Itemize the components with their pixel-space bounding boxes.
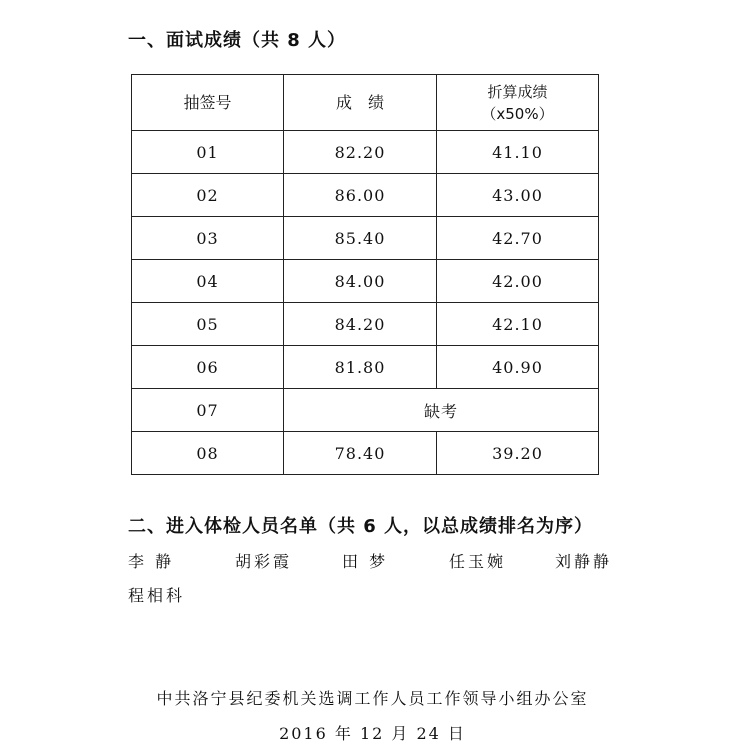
cell-number: 08 — [132, 432, 284, 475]
table-row — [132, 432, 599, 475]
table-row — [132, 217, 599, 260]
table-row — [132, 174, 599, 217]
footer-organization: 中共洛宁县纪委机关选调工作人员工作领导小组办公室 — [156, 689, 589, 708]
header-converted-label: 折算成绩 — [487, 82, 548, 101]
cell-converted: 41.10 — [437, 131, 599, 174]
cell-converted: 42.00 — [437, 260, 599, 303]
candidate-name: 胡彩霞 — [235, 552, 293, 571]
cell-converted: 42.70 — [437, 217, 599, 260]
cell-score: 82.20 — [284, 131, 437, 174]
header-number: 抽签号 — [132, 75, 284, 131]
cell-converted: 40.90 — [437, 346, 599, 389]
table-header-row — [132, 75, 599, 131]
table-row — [132, 346, 599, 389]
cell-converted: 39.20 — [437, 432, 599, 475]
table-row — [132, 389, 599, 432]
cell-number: 04 — [132, 260, 284, 303]
table-row — [132, 260, 599, 303]
scores-table — [131, 74, 599, 475]
cell-score: 81.80 — [284, 346, 437, 389]
cell-number: 06 — [132, 346, 284, 389]
cell-score: 86.00 — [284, 174, 437, 217]
candidate-name: 程相科 — [128, 586, 186, 605]
cell-number: 01 — [132, 131, 284, 174]
cell-converted: 43.00 — [437, 174, 599, 217]
table-row — [132, 303, 599, 346]
candidate-name: 刘静静 — [555, 552, 613, 571]
cell-number: 05 — [132, 303, 284, 346]
header-score: 成 绩 — [284, 75, 437, 131]
header-converted — [437, 75, 599, 131]
candidate-name: 任玉婉 — [449, 552, 507, 571]
table-row — [132, 131, 599, 174]
cell-converted: 42.10 — [437, 303, 599, 346]
cell-score: 84.00 — [284, 260, 437, 303]
header-converted-note: （x50%） — [481, 104, 554, 123]
cell-number: 02 — [132, 174, 284, 217]
candidate-name: 李 静 — [128, 552, 175, 571]
section1-title: 一、面试成绩（共 8 人） — [128, 30, 347, 51]
cell-absent: 缺考 — [284, 389, 599, 432]
cell-score: 84.20 — [284, 303, 437, 346]
section2-title: 二、进入体检人员名单（共 6 人，以总成绩排名为序） — [128, 516, 594, 537]
cell-score: 85.40 — [284, 217, 437, 260]
cell-number: 03 — [132, 217, 284, 260]
cell-score: 78.40 — [284, 432, 437, 475]
candidate-name: 田 梦 — [342, 552, 389, 571]
cell-number: 07 — [132, 389, 284, 432]
footer-date: 2016 年 12 月 24 日 — [279, 724, 466, 743]
